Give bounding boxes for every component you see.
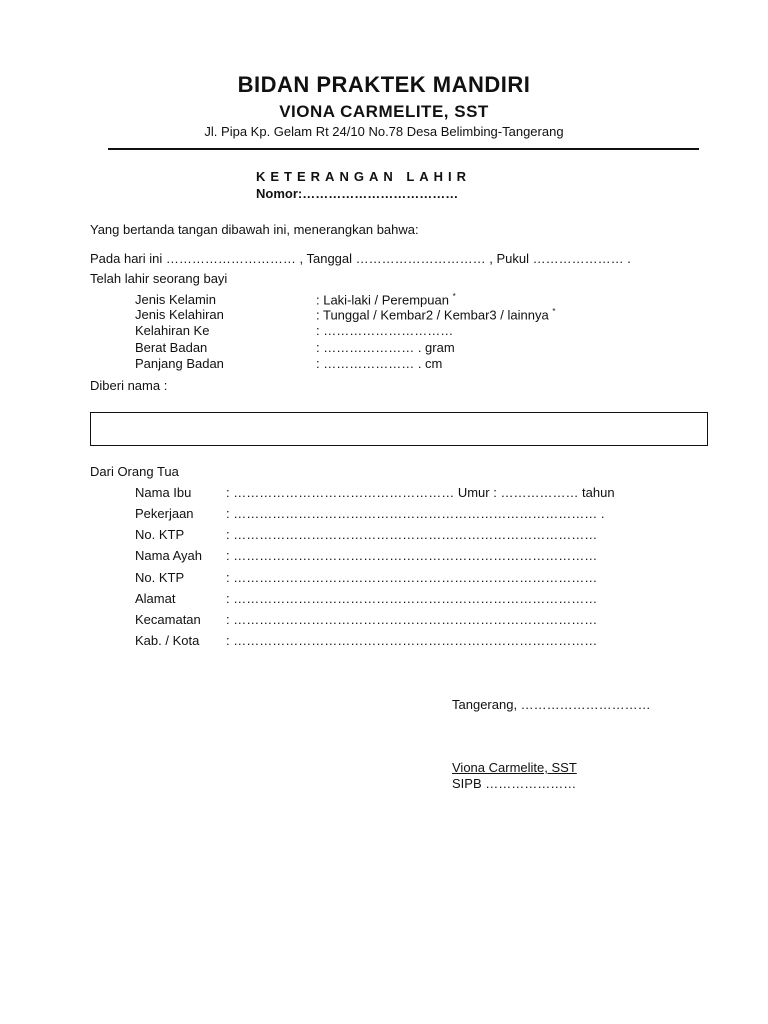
- header-divider: [108, 148, 699, 150]
- field-value-occupation: : ………………………………………………………………………… .: [226, 506, 605, 521]
- field-label-city: Kab. / Kota: [135, 633, 200, 648]
- field-value-birth-type: : Tunggal / Kembar2 / Kembar3 / lainnya *: [316, 307, 556, 323]
- document-heading: KETERANGAN LAHIR: [256, 169, 472, 184]
- midwife-name: VIONA CARMELITE, SST: [279, 102, 489, 121]
- field-label-birth-type: Jenis Kelahiran: [135, 307, 224, 322]
- field-label-birth-order: Kelahiran Ke: [135, 323, 210, 338]
- signatory-sipb: SIPB …………………: [452, 776, 577, 791]
- field-value-gender: : Laki-laki / Perempuan *: [316, 292, 456, 308]
- field-label-occupation: Pekerjaan: [135, 506, 194, 521]
- intro-text: Yang bertanda tangan dibawah ini, menerangkan bahwa:: [90, 222, 419, 237]
- signatory-name: Viona Carmelite, SST: [452, 760, 577, 775]
- footnote-mark: *: [552, 307, 556, 316]
- field-value-city: : …………………………………………………………………………: [226, 633, 598, 648]
- field-label-weight: Berat Badan: [135, 340, 208, 355]
- footnote-mark: *: [452, 292, 456, 301]
- field-value-birth-order: : …………………………: [316, 323, 454, 338]
- field-value-father-name: : …………………………………………………………………………: [226, 548, 598, 563]
- clinic-title: BIDAN PRAKTEK MANDIRI: [237, 72, 531, 97]
- field-value-father-ktp: : …………………………………………………………………………: [226, 570, 598, 585]
- field-value-mother-ktp: : …………………………………………………………………………: [226, 527, 598, 542]
- day-date-time-line: Pada hari ini ………………………… , Tanggal ………………………… , Pukul ………………… .: [90, 251, 631, 266]
- field-value-weight: : ………………… . gram: [316, 340, 455, 355]
- field-label-father-name: Nama Ayah: [135, 548, 202, 563]
- named-label: Diberi nama :: [90, 378, 168, 393]
- field-label-gender: Jenis Kelamin: [135, 292, 216, 307]
- field-label-address: Alamat: [135, 591, 176, 606]
- field-value-mother-name: : …………………………………………… Umur : ……………… tahun: [226, 485, 615, 500]
- parents-label: Dari Orang Tua: [90, 464, 179, 479]
- field-label-mother-ktp: No. KTP: [135, 527, 185, 542]
- baby-name-box[interactable]: [90, 412, 708, 446]
- field-label-district: Kecamatan: [135, 612, 201, 627]
- signature-place-date: Tangerang, …………………………: [452, 697, 651, 712]
- field-label-father-ktp: No. KTP: [135, 570, 185, 585]
- field-value-length: : ………………… . cm: [316, 356, 443, 371]
- field-label-length: Panjang Badan: [135, 356, 224, 371]
- born-line: Telah lahir seorang bayi: [90, 271, 228, 286]
- field-value-district: : …………………………………………………………………………: [226, 612, 598, 627]
- field-label-mother-name: Nama Ibu: [135, 485, 192, 500]
- clinic-address: Jl. Pipa Kp. Gelam Rt 24/10 No.78 Desa Belimbing-Tangerang: [204, 124, 564, 139]
- document-number: Nomor:………………………………: [256, 186, 459, 201]
- field-value-address: : …………………………………………………………………………: [226, 591, 598, 606]
